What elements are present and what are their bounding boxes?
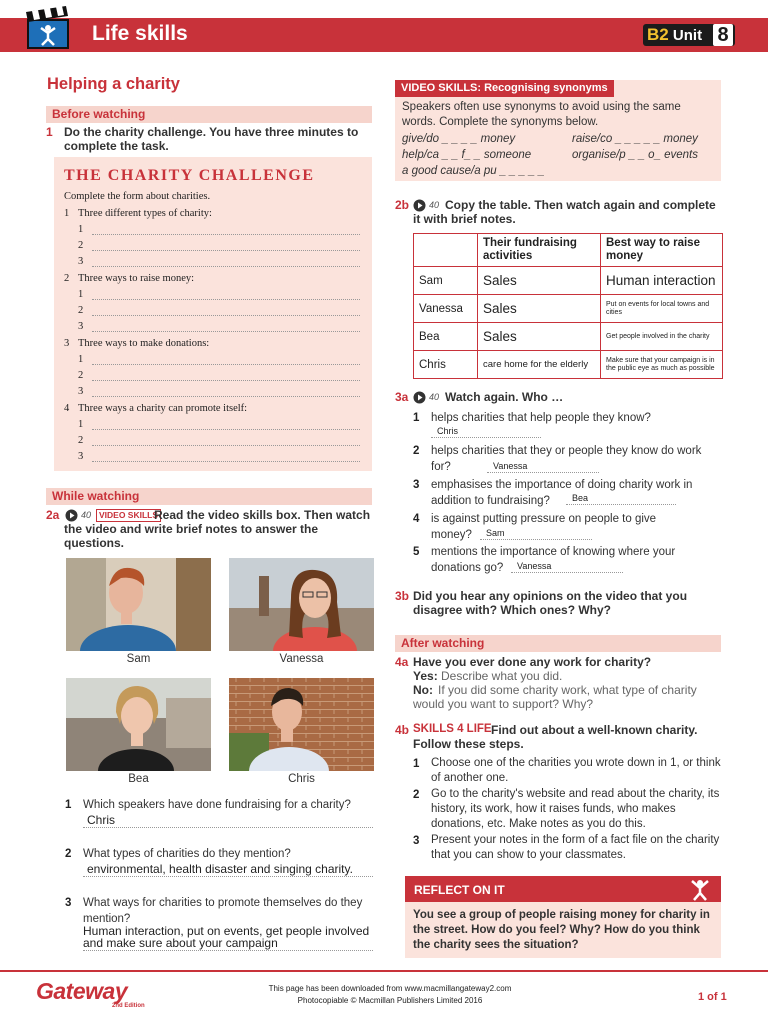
section-heading: Helping a charity <box>47 75 180 93</box>
page-number: 1 of 1 <box>698 991 727 1003</box>
answer-text[interactable]: Bea <box>572 493 589 503</box>
table-cell[interactable]: care home for the elderly <box>478 351 601 379</box>
step-text: Choose one of the charities you wrote down in 1, or think of another one. <box>431 757 721 784</box>
question-text: What ways for charities to promote themselves do they mention? <box>83 897 363 925</box>
after-watching-bar: After watching <box>395 635 721 652</box>
synonym-item: a good cause/a pu _ _ _ _ _ <box>402 165 545 177</box>
answer-text[interactable]: Vanessa <box>517 561 552 571</box>
table-row <box>414 351 723 379</box>
step-text: Go to the charity's website and read about the charity, its history, its work, how it raises funds, who makes donations, etc. Make notes as you do this. <box>431 788 720 830</box>
no-label: No: <box>413 683 433 697</box>
reflect-title: REFLECT ON IT <box>405 876 721 902</box>
q4a-number: 4a <box>395 655 409 669</box>
q1-text: Do the charity challenge. You have three minutes to complete the task. <box>64 125 359 153</box>
q4a-text: Have you ever done any work for charity? <box>413 655 652 669</box>
table-cell[interactable]: Put on events for local towns and cities <box>601 295 723 323</box>
answer-line[interactable]: 1 <box>78 224 360 238</box>
photo-caption: Vanessa <box>279 653 324 665</box>
skills-4-life-tag: SKILLS 4 LIFE <box>413 723 492 735</box>
answer-line <box>566 504 676 505</box>
answer-text[interactable]: Chris <box>87 813 116 827</box>
photo-caption: Sam <box>126 653 151 665</box>
answer-line <box>480 539 592 540</box>
item-text: emphasises the importance of doing charity work in addition to fundraising? <box>431 479 693 507</box>
question-text: What types of charities do they mention? <box>83 848 291 860</box>
synonym-item: organise/p _ _ o_ events <box>572 149 698 161</box>
challenge-item-text: Three ways to raise money: <box>78 273 195 284</box>
table-header: Their fundraising activities <box>478 234 601 267</box>
answer-line <box>83 950 373 951</box>
photo-caption: Chris <box>288 773 315 785</box>
answer-text[interactable]: Sam <box>486 528 505 538</box>
video-skills-title: VIDEO SKILLS: Recognising synonyms <box>395 80 614 97</box>
video-skills-box <box>395 80 721 181</box>
unit-number: 8 <box>713 24 733 46</box>
table-header <box>414 234 478 267</box>
answer-line <box>487 472 599 473</box>
answer-line <box>511 572 623 573</box>
answer-line[interactable]: 2 <box>78 370 360 384</box>
synonym-item: raise/co _ _ _ _ _ money <box>572 133 698 145</box>
table-header-row <box>414 234 723 267</box>
video-skills-intro: Speakers often use synonyms to avoid using the same words. Complete the synonyms below. <box>402 101 681 128</box>
q4b-text: Find out about a well-known charity. Follow these steps. <box>413 723 698 751</box>
footer-divider <box>0 970 768 972</box>
item-number: 1 <box>413 412 420 424</box>
item-text: helps charities that they or people they know do work for? <box>431 445 702 473</box>
answer-text[interactable]: environmental, health disaster and singing charity. <box>87 862 353 876</box>
q1-number: 1 <box>46 125 53 139</box>
q2a-text: Read the video skills box. Then watch the video and write brief notes to answer the questions. <box>64 508 371 550</box>
footer-download-note: This page has been downloaded from www.macmillangateway2.com <box>268 984 512 993</box>
answer-line[interactable]: 3 <box>78 451 360 465</box>
table-row <box>414 267 723 295</box>
q4b-number: 4b <box>395 723 410 737</box>
step-text: Present your notes in the form of a fact file on the charity that you can show to your classmates. <box>431 834 720 861</box>
vanessa-photo <box>229 558 374 651</box>
table-row <box>414 295 723 323</box>
answer-line <box>83 876 373 877</box>
answer-text[interactable]: Vanessa <box>493 461 528 471</box>
step-number: 3 <box>413 835 420 847</box>
table-cell[interactable]: Make sure that your campaign is in the public eye as much as possible <box>601 351 723 379</box>
before-watching-bar: Before watching <box>46 106 372 123</box>
table-cell[interactable]: Sales <box>478 267 601 295</box>
q2b-text: Copy the table. Then watch again and complete it with brief notes. <box>413 198 716 226</box>
step-number: 2 <box>413 789 420 801</box>
item-number: 4 <box>413 513 420 525</box>
yes-label: Yes: <box>413 669 438 683</box>
speaker-name: Sam <box>414 267 478 295</box>
q3b-text: Did you hear any opinions on the video that you disagree with? Which ones? Why? <box>413 589 688 617</box>
no-text: If you did some charity work, what type of charity would you want to support? Why? <box>413 683 697 711</box>
challenge-item-text: Three ways to make donations: <box>78 338 210 349</box>
reflect-text: You see a group of people raising money for charity in the street. How do you feel? Why? How do you think the charity sees the situation? <box>413 909 710 951</box>
answer-line[interactable]: 2 <box>78 240 360 254</box>
speaker-name: Vanessa <box>414 295 478 323</box>
edition-label: 2nd Edition <box>112 1003 145 1009</box>
gateway-logo: Gateway <box>36 978 128 1004</box>
answer-line <box>431 437 541 438</box>
answer-line[interactable]: 1 <box>78 354 360 368</box>
unit-label: Unit <box>672 27 703 44</box>
q3a-number: 3a <box>395 390 409 404</box>
q2a-number: 2a <box>46 508 60 522</box>
charity-challenge-box <box>54 157 372 471</box>
page-title: Life skills <box>92 22 188 45</box>
q2b-number: 2b <box>395 198 410 212</box>
challenge-item-number: 4 <box>64 403 70 414</box>
question-number: 1 <box>65 799 72 811</box>
answer-line[interactable]: 1 <box>78 289 360 303</box>
item-text: mentions the importance of knowing where your donations go? <box>431 546 676 574</box>
answer-line[interactable]: 3 <box>78 256 360 270</box>
challenge-item-number: 2 <box>64 273 70 284</box>
q3a-text: Watch again. Who … <box>445 390 564 404</box>
table-row <box>414 323 723 351</box>
sam-photo <box>66 558 211 651</box>
page-header <box>0 0 768 52</box>
cheering-person-icon <box>687 878 713 901</box>
footer-copyright: Photocopiable © Macmillan Publishers Limited 2016 <box>297 996 483 1005</box>
answer-text[interactable]: Chris <box>437 426 459 436</box>
item-number: 3 <box>413 479 420 491</box>
chris-photo <box>229 678 374 771</box>
answer-line[interactable]: 1 <box>78 419 360 433</box>
table-cell[interactable]: Human interaction <box>601 267 723 295</box>
table-cell[interactable]: Get people involved in the charity <box>601 323 723 351</box>
track-number: 40 <box>429 392 440 402</box>
play-icon[interactable] <box>413 391 426 404</box>
item-number: 5 <box>413 546 420 558</box>
level-label: B2 <box>647 25 669 44</box>
item-text: helps charities that help people they know? <box>431 412 651 424</box>
speaker-name: Bea <box>414 323 478 351</box>
question-number: 2 <box>65 848 72 860</box>
q3b-number: 3b <box>395 589 410 603</box>
step-number: 1 <box>413 758 420 770</box>
answer-line <box>83 827 373 828</box>
challenge-item-number: 3 <box>64 338 70 349</box>
table-header: Best way to raise money <box>601 234 723 267</box>
yes-text: Describe what you did. <box>441 669 563 683</box>
synonym-item: help/ca _ _ f_ _ someone <box>402 149 532 161</box>
challenge-item-text: Three different types of charity: <box>78 208 212 219</box>
table-cell[interactable]: Sales <box>478 323 601 351</box>
item-text: is against putting pressure on people to give money? <box>431 513 657 541</box>
answer-line[interactable]: 2 <box>78 435 360 449</box>
question-text: Which speakers have done fundraising for a charity? <box>83 799 351 811</box>
answer-text[interactable]: Human interaction, put on events, get people involved and make sure about your campaign <box>83 924 370 950</box>
track-number: 40 <box>429 200 440 210</box>
challenge-item-text: Three ways a charity can promote itself: <box>78 403 248 414</box>
unit-badge <box>643 24 735 46</box>
reflect-box <box>405 876 721 958</box>
video-skills-tag: VIDEO SKILLS <box>96 509 161 522</box>
notes-table <box>413 233 723 379</box>
answer-line[interactable]: 3 <box>78 321 360 335</box>
challenge-intro: Complete the form about charities. <box>64 191 211 202</box>
clapperboard-icon <box>24 6 72 50</box>
item-number: 2 <box>413 445 420 457</box>
answer-line[interactable]: 3 <box>78 386 360 400</box>
table-cell[interactable]: Sales <box>478 295 601 323</box>
question-number: 3 <box>65 897 72 909</box>
synonym-item: give/do _ _ _ _ money <box>402 133 516 145</box>
challenge-item-number: 1 <box>64 208 70 219</box>
answer-line[interactable]: 2 <box>78 305 360 319</box>
while-watching-bar: While watching <box>46 488 372 505</box>
bea-photo <box>66 678 211 771</box>
speaker-name: Chris <box>414 351 478 379</box>
photo-caption: Bea <box>128 773 149 785</box>
challenge-title: THE CHARITY CHALLENGE <box>64 167 315 184</box>
track-number: 40 <box>81 510 92 520</box>
